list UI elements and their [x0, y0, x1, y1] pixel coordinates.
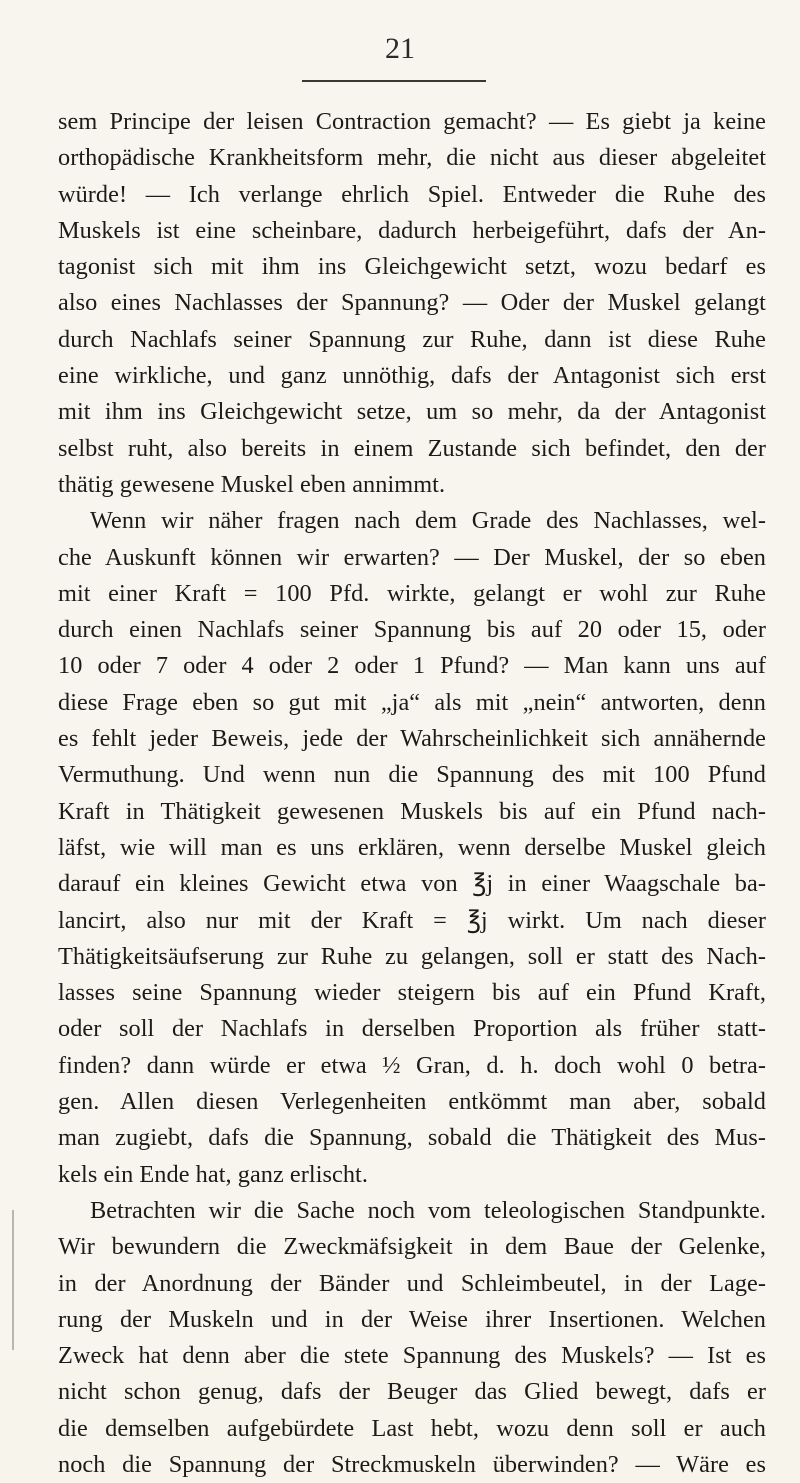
text-line: läfst, wie will man es uns erklären, wenn derselbe Muskel gleich	[58, 833, 766, 861]
text-line: lasses seine Spannung wieder steigern bis auf ein Pfund Kraft,	[58, 979, 766, 1007]
text-line: man zugiebt, dafs die Spannung, sobald die Thätigkeit des Mus-	[58, 1124, 766, 1152]
text-line: sem Principe der leisen Contraction gemacht? — Es giebt ja keine	[58, 108, 766, 135]
text-line: oder soll der Nachlafs in derselben Proportion als früher statt-	[58, 1015, 766, 1043]
text-line: mit einer Kraft = 100 Pfd. wirkte, gelangt er wohl zur Ruhe	[58, 579, 766, 607]
text-line: Zweck hat denn aber die stete Spannung des Muskels? — Ist es	[58, 1342, 766, 1370]
text-line: finden? dann würde er etwa ½ Gran, d. h. doch wohl 0 betra-	[58, 1051, 766, 1079]
text-line: eine wirkliche, und ganz unnöthig, dafs der Antagonist sich erst	[58, 362, 766, 390]
text-line: also eines Nachlasses der Spannung? — Oder der Muskel gelangt	[58, 289, 766, 317]
text-line: che Auskunft können wir erwarten? — Der Muskel, der so eben	[58, 543, 766, 571]
text-line: tagonist sich mit ihm ins Gleichgewicht setzt, wozu bedarf es	[58, 253, 766, 281]
text-line: durch einen Nachlafs seiner Spannung bis auf 20 oder 15, oder	[58, 616, 766, 644]
text-line: in der Anordnung der Bänder und Schleimbeutel, in der Lage-	[58, 1269, 766, 1297]
body-text	[58, 104, 766, 1483]
header-rule	[302, 80, 486, 82]
margin-mark	[12, 1210, 14, 1350]
text-line: Thätigkeitsäufserung zur Ruhe zu gelangen, soll er statt des Nach-	[58, 942, 766, 970]
text-line: Wenn wir näher fragen nach dem Grade des Nachlasses, wel-	[90, 507, 766, 535]
text-line: orthopädische Krankheitsform mehr, die nicht aus dieser abgeleitet	[58, 144, 766, 172]
text-line: 10 oder 7 oder 4 oder 2 oder 1 Pfund? — Man kann uns auf	[58, 652, 766, 680]
text-line: Wir bewundern die Zweckmäfsigkeit in dem Baue der Gelenke,	[58, 1233, 766, 1261]
text-line: darauf ein kleines Gewicht etwa von ℥j in einer Waagschale ba-	[58, 870, 766, 898]
text-line: Betrachten wir die Sache noch vom teleologischen Standpunkte.	[90, 1196, 766, 1224]
text-line: lancirt, also nur mit der Kraft = ℥j wirkt. Um nach dieser	[58, 906, 766, 934]
text-line: thätig gewesene Muskel eben annimmt.	[58, 470, 446, 498]
text-line: Vermuthung. Und wenn nun die Spannung des mit 100 Pfund	[58, 761, 766, 789]
text-line: noch die Spannung der Streckmuskeln überwinden? — Wäre es	[58, 1450, 766, 1478]
text-line: Muskels ist eine scheinbare, dadurch herbeigeführt, dafs der An-	[58, 216, 766, 244]
text-line: gen. Allen diesen Verlegenheiten entkömmt man aber, sobald	[58, 1088, 766, 1116]
text-line: rung der Muskeln und in der Weise ihrer Insertionen. Welchen	[58, 1305, 766, 1333]
text-line: es fehlt jeder Beweis, jede der Wahrscheinlichkeit sich annähernde	[58, 725, 766, 753]
text-line: Kraft in Thätigkeit gewesenen Muskels bis auf ein Pfund nach-	[58, 797, 766, 825]
text-line: kels ein Ende hat, ganz erlischt.	[58, 1160, 368, 1188]
text-line: diese Frage eben so gut mit „ja“ als mit „nein“ antworten, denn	[58, 688, 766, 716]
text-line: nicht schon genug, dafs der Beuger das Glied bewegt, dafs er	[58, 1378, 766, 1406]
text-line: die demselben aufgebürdete Last hebt, wozu denn soll er auch	[58, 1414, 766, 1442]
text-line: würde! — Ich verlange ehrlich Spiel. Entweder die Ruhe des	[58, 180, 766, 208]
text-line: mit ihm ins Gleichgewicht setze, um so mehr, da der Antagonist	[58, 398, 766, 426]
text-line: durch Nachlafs seiner Spannung zur Ruhe, dann ist diese Ruhe	[58, 325, 766, 353]
page-number: 21	[385, 32, 415, 65]
text-line: selbst ruht, also bereits in einem Zustande sich befindet, den der	[58, 434, 766, 462]
